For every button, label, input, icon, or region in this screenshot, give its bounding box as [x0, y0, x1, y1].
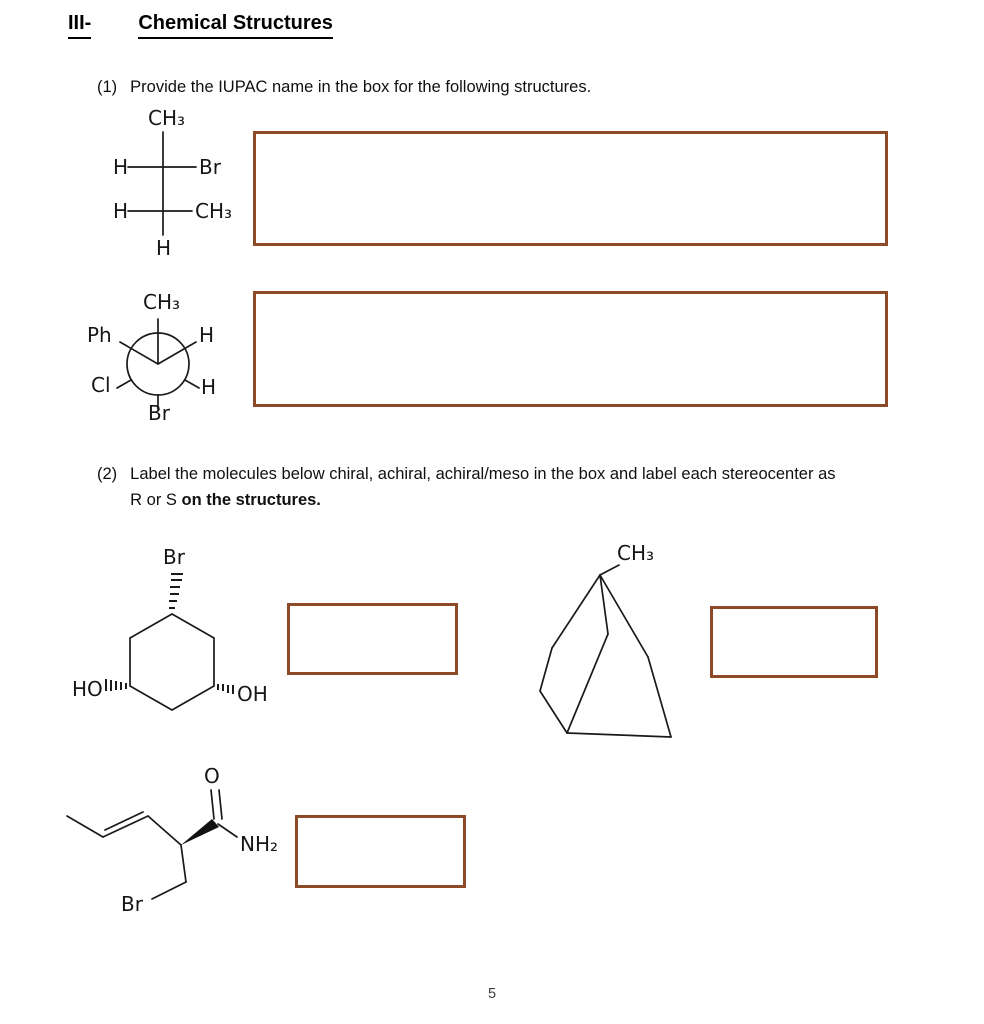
question2-number: (2) — [97, 465, 118, 483]
question2-prompt — [97, 461, 836, 513]
fischer-bottom-label: H — [156, 236, 172, 260]
page-number: 5 — [487, 986, 497, 1002]
cyclohexane-oh-label: OH — [237, 682, 268, 706]
question2-line2-regular: R or S — [130, 491, 182, 509]
newman-projection-diagram — [75, 288, 265, 438]
bicyclic-alkane-diagram — [520, 535, 700, 750]
question1-number: (1) — [97, 78, 118, 96]
fischer-top-label: CH₃ — [148, 106, 186, 130]
question1-text: Provide the IUPAC name in the box for the following structures. — [130, 78, 592, 96]
section-header — [68, 12, 333, 39]
amide-nh2-label: NH₂ — [240, 832, 279, 856]
cyclohexane-br-label: Br — [163, 545, 185, 569]
question2-line2-bold: on the structures. — [181, 491, 321, 509]
newman-lower-right-label: H — [201, 375, 217, 399]
page-title: Chemical Structures — [138, 12, 333, 39]
answer-box-bicyclic[interactable] — [710, 606, 878, 678]
fischer-row1-left: H — [113, 155, 129, 179]
answer-box-fischer[interactable] — [253, 131, 888, 246]
bicyclic-bonds — [520, 535, 700, 750]
newman-upper-left-label: Ph — [87, 323, 112, 347]
fischer-projection-diagram — [60, 105, 250, 270]
fischer-row2-left: H — [113, 199, 129, 223]
newman-top-label: CH₃ — [143, 290, 181, 314]
bromo-amide-diagram — [55, 760, 305, 920]
amide-oxygen-label: O — [204, 764, 220, 788]
cyclohexane-ho-label: HO — [72, 677, 103, 701]
answer-box-newman[interactable] — [253, 291, 888, 407]
section-number: III- — [68, 12, 91, 39]
newman-upper-right-label: H — [199, 323, 215, 347]
newman-lower-left-label: Cl — [91, 373, 111, 397]
answer-box-cyclohexane[interactable] — [287, 603, 458, 675]
bicyclic-methyl-label: CH₃ — [617, 541, 655, 565]
answer-box-amide[interactable] — [295, 815, 466, 888]
cyclohexane-diol-diagram — [60, 540, 300, 730]
fischer-row1-right: Br — [199, 155, 221, 179]
question1-prompt — [97, 74, 591, 100]
newman-bottom-label: Br — [148, 401, 170, 425]
amide-br-label: Br — [121, 892, 143, 916]
question2-text — [130, 461, 835, 513]
question2-line1: Label the molecules below chiral, achiral, achiral/meso in the box and label each stereocenter as — [130, 465, 836, 483]
fischer-row2-right: CH₃ — [195, 199, 233, 223]
